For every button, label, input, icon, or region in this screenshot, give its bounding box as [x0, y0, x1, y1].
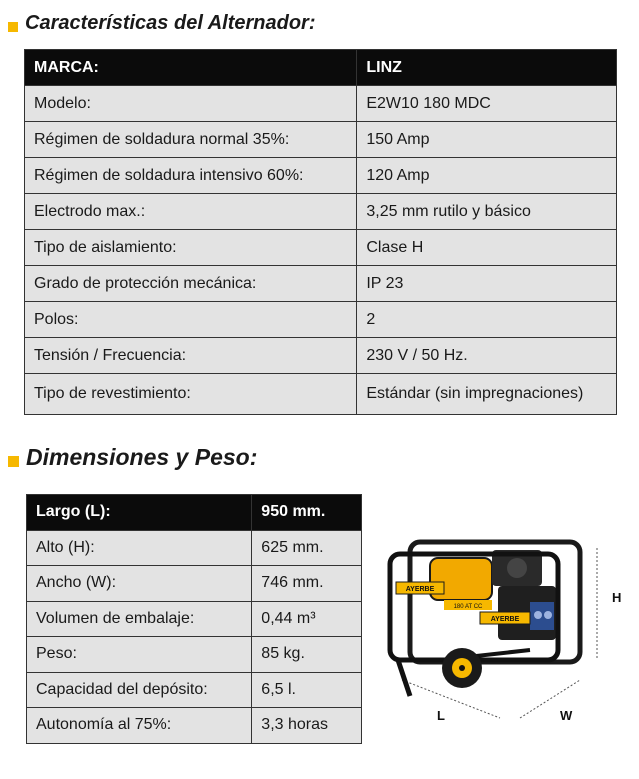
height-label: H: [612, 590, 622, 605]
generator-image: [380, 520, 639, 740]
row-value: 746 mm.: [252, 566, 362, 602]
header-label: Largo (L):: [27, 495, 252, 531]
dimensions-title-text: Dimensiones y Peso:: [26, 444, 258, 470]
table-row: [25, 338, 617, 374]
section-title-dimensions: [8, 444, 257, 471]
row-value: 150 Amp: [357, 122, 617, 158]
brand-label: AYERBE: [405, 586, 435, 593]
row-label: Régimen de soldadura normal 35%:: [25, 122, 357, 158]
row-value: 230 V / 50 Hz.: [357, 338, 617, 374]
table-row: [27, 566, 362, 602]
table-row: [25, 302, 617, 338]
row-label: Electrodo max.:: [25, 194, 357, 230]
header-value: LINZ: [357, 50, 617, 86]
dimensions-table: [26, 494, 362, 744]
table-row: [25, 86, 617, 122]
alternator-title-text: Características del Alternador: [25, 12, 309, 34]
table-row: [25, 122, 617, 158]
row-value: Clase H: [357, 230, 617, 266]
row-label: Tipo de aislamiento:: [25, 230, 357, 266]
table-row: [25, 266, 617, 302]
table-row: [27, 672, 362, 708]
section-title-alternator: Características del Alternador :: [8, 12, 316, 35]
table-row: [27, 708, 362, 744]
table-row: [27, 601, 362, 637]
row-value: 3,25 mm rutilo y básico: [357, 194, 617, 230]
header-label: MARCA:: [25, 50, 357, 86]
model-label: 180 AT CC: [453, 604, 483, 610]
row-value: 0,44 m³: [252, 601, 362, 637]
table-row: [25, 374, 617, 415]
row-value: 625 mm.: [252, 530, 362, 566]
row-value: 3,3 horas: [252, 708, 362, 744]
length-label: L: [437, 708, 445, 723]
row-value: 85 kg.: [252, 637, 362, 673]
table-row: [25, 194, 617, 230]
row-value: Estándar (sin impregnaciones): [357, 374, 617, 415]
row-label: Capacidad del depósito:: [27, 672, 252, 708]
row-label: Volumen de embalaje:: [27, 601, 252, 637]
table-header-row: [25, 50, 617, 86]
row-label: Alto (H):: [27, 530, 252, 566]
bullet-square-icon: [8, 456, 19, 467]
table-row: [27, 530, 362, 566]
row-label: Tipo de revestimiento:: [25, 374, 357, 415]
table-row: [27, 637, 362, 673]
width-label: W: [560, 708, 573, 723]
table-header-row: [27, 495, 362, 531]
row-value: 6,5 l.: [252, 672, 362, 708]
row-value: IP 23: [357, 266, 617, 302]
row-label: Ancho (W):: [27, 566, 252, 602]
row-label: Grado de protección mecánica:: [25, 266, 357, 302]
alternator-table: [24, 49, 617, 415]
brand-label-front: AYERBE: [490, 616, 520, 623]
row-label: Autonomía al 75%:: [27, 708, 252, 744]
row-label: Régimen de soldadura intensivo 60%:: [25, 158, 357, 194]
row-value: E2W10 180 MDC: [357, 86, 617, 122]
header-value: 950 mm.: [252, 495, 362, 531]
row-label: Peso:: [27, 637, 252, 673]
row-label: Polos:: [25, 302, 357, 338]
table-row: [25, 158, 617, 194]
row-value: 2: [357, 302, 617, 338]
table-row: [25, 230, 617, 266]
generator-illustration: [380, 520, 639, 740]
row-label: Tensión / Frecuencia:: [25, 338, 357, 374]
bullet-square-icon: [8, 22, 18, 32]
row-value: 120 Amp: [357, 158, 617, 194]
row-label: Modelo:: [25, 86, 357, 122]
